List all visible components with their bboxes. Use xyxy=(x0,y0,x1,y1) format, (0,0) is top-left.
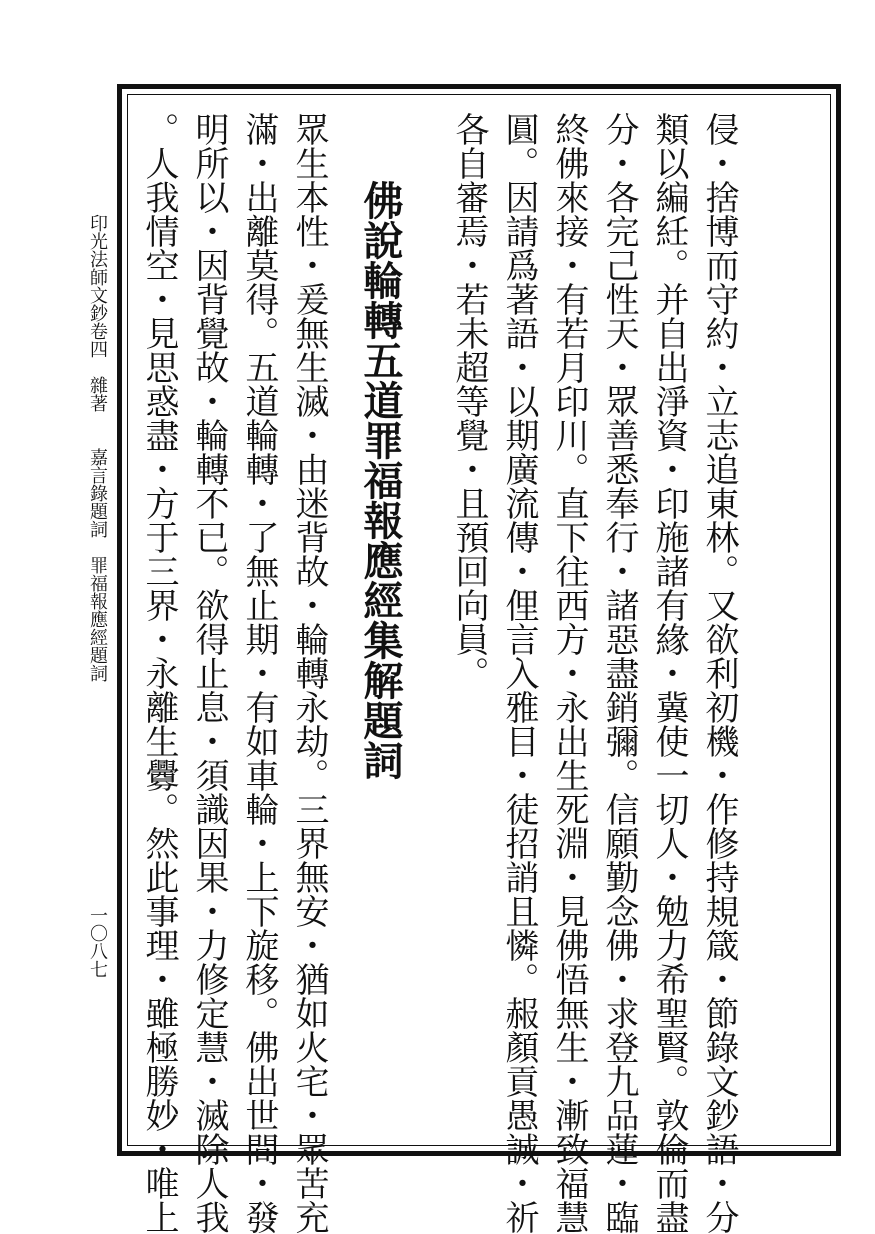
text-column: 圓。因請爲著語・以期廣流傳・俚言入雅目・徒招誚且憐。赧顏貢愚誠・祈 xyxy=(499,112,539,1234)
text-column: 終佛來接・有若月印川。直下往西方・永出生死淵・見佛悟無生・漸致福慧 xyxy=(549,112,589,1234)
text-column: 各自審焉・若未超等覺・且預回向員。 xyxy=(449,112,489,690)
text-column: 類以編紝。并自出淨資・印施諸有緣・冀使一切人・勉力希聖賢。敦倫而盡 xyxy=(649,112,689,1234)
text-column: 侵・捨博而守約・立志追東林。又欲利初機・作修持規箴・節錄文鈔語・分 xyxy=(699,112,739,1234)
running-header: 印光法師文鈔卷四 雜著 嘉言錄題詞 罪福報應經題詞 xyxy=(87,214,108,682)
text-column: 。人我情空・見思惑盡・方于三界・永離生釁。然此事理・雖極勝妙・唯上 xyxy=(139,112,179,1234)
text-column: 明所以・因背覺故・輪轉不已。欲得止息・須識因果・力修定慧・滅除人我 xyxy=(189,112,229,1234)
page-number: 一〇八七 xyxy=(87,906,108,978)
text-column: 分・各完己性天・眾善悉奉行・諸惡盡銷彌。信願勤念佛・求登九品蓮・臨 xyxy=(599,112,639,1234)
text-column: 滿・出離莫得。五道輪轉・了無止期・有如車輪・上下旋移。佛出世間・發 xyxy=(239,112,279,1234)
article-title: 佛說輪轉五道罪福報應經集解題詞 xyxy=(357,180,404,780)
text-column: 眾生本性・爰無生滅・由迷背故・輪轉永劫。三界無安・猶如火宅・眾苦充 xyxy=(289,112,329,1234)
